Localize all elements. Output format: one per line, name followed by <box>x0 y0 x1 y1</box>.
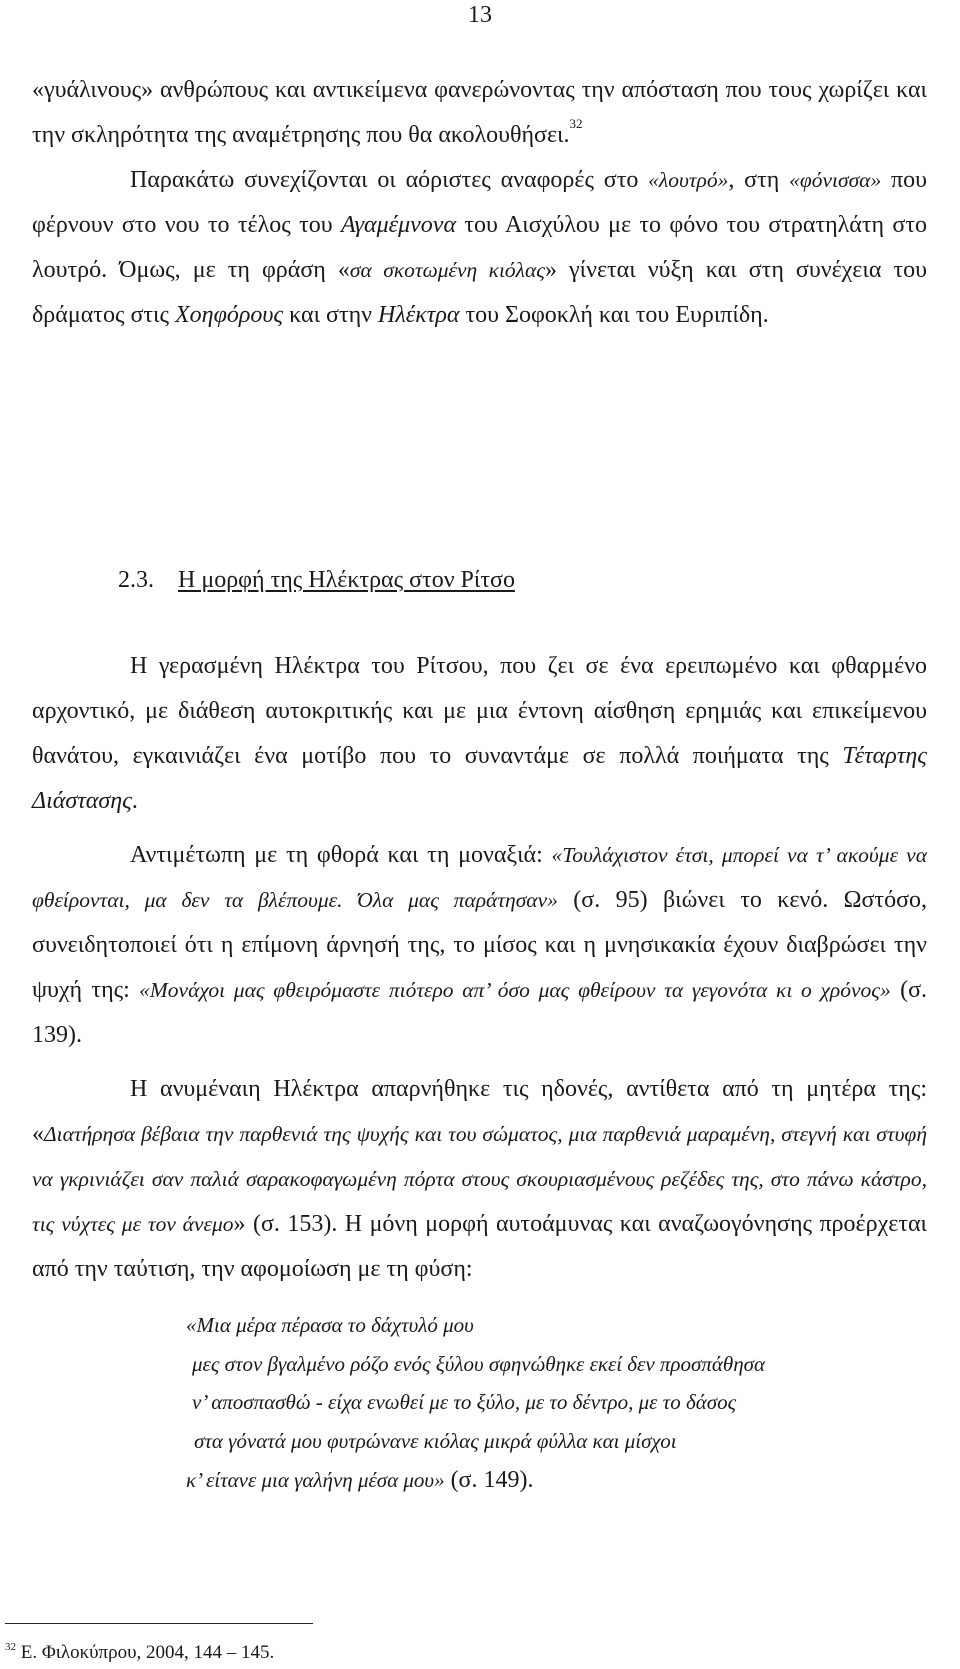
intro-text <box>32 68 927 338</box>
paragraph-text: Η ανυμέναιη Ηλέκτρα απαρνήθηκε τις ηδονές, αντίθετα από τη μητέρα της: « <box>32 1076 927 1147</box>
paragraph-text: (σ. 139). <box>32 977 928 1048</box>
paragraph-text: » (σ. 153). Η μόνη μορφή αυτοάμυνας και αναζωογόνησης προέρχεται από την ταύτιση, την αφομοίωση με τη φύση: <box>32 1211 927 1282</box>
work-title: Χοηφόρους <box>175 302 284 328</box>
paragraph-virginity <box>32 1067 927 1292</box>
poem-line: «Μια μέρα πέρασα το δάχτυλό μου <box>186 1313 474 1337</box>
poem-line: στα γόνατά μου φυτρώνανε κιόλας μικρά φύλλα και μίσχοι <box>194 1429 677 1454</box>
section-title: Η μορφή της Ηλέκτρας στον Ρίτσο <box>178 567 515 593</box>
paragraph-text: που φέρνουν στο νου το τέλος του <box>32 167 928 238</box>
poem-quote <box>186 1306 765 1500</box>
page-number: 13 <box>468 2 492 28</box>
paragraph-text: του Σοφοκλή και του Ευριπίδη. <box>459 302 769 328</box>
footnote-text: Ε. Φιλοκύπρου, 2004, 144 – 145. <box>16 1642 275 1663</box>
poem-line: μες στον βγαλμένο ρόζο ενός ξύλου σφηνώθηκε εκεί δεν προσπάθησα <box>192 1351 766 1376</box>
quote: «Τουλάχιστον έτσι, μπορεί να τ’ ακούμε να φθείρονται, μα δεν τα βλέπουμε. Όλα μας παράτησαν» <box>32 843 927 912</box>
paragraph-introduction <box>32 644 927 824</box>
paragraph-references <box>32 158 927 338</box>
paragraph-text: Παρακάτω συνεχίζονται οι αόριστες αναφορές στο <box>130 167 649 193</box>
paragraph-text: του Αισχύλου με το φόνο του στρατηλάτη στο λουτρό. Όμως, με τη φράση « <box>32 212 928 283</box>
quote: Διατήρησα βέβαια την παρθενιά της ψυχής και του σώματος, μια παρθενιά μαραμένη, στεγνή και στυφή να γκρινιάζει σαν παλιά σαρακοφαγωμένη πόρτα στους σκουριασμένους ρεζέδες της, στο πάνω κάστρο, τις νύχτες με τον άνεμο <box>32 1122 927 1236</box>
footnote <box>5 1633 274 1667</box>
paragraph-text: (σ. 95) βιώνει το κενό. Ωστόσο, συνειδητοποιεί ότι η επίμονη άρνησή της, το μίσος και η μνησικακία έχουν διαβρώσει την ψυχή της: <box>32 887 928 1003</box>
work-title: Τέταρτης Διάστασης <box>32 743 927 814</box>
poem-line: ν’ αποσπασθώ - είχα ενωθεί με το ξύλο, με το δέντρο, με το δάσος <box>192 1390 737 1415</box>
section-heading <box>118 560 515 600</box>
paragraph-text: , στη <box>728 167 790 193</box>
section-number: 2.3. <box>118 567 154 593</box>
paragraph-text: Η γερασμένη Ηλέκτρα του Ρίτσου, που ζει σε ένα ερειπωμένο και φθαρμένο αρχοντικό, με διάθεση αυτοκριτικής και με μια έντονη αίσθηση ερημιάς και επικείμενου θανάτου, εγκαινιάζει ένα μοτίβο που το συναντάμε σε πολλά ποιήματα της <box>32 653 927 769</box>
footnote-reference[interactable]: 32 <box>569 116 583 131</box>
poem-line: κ’ είτανε μια γαλήνη μέσα μου» <box>186 1467 445 1492</box>
paragraph-continuation <box>32 68 927 158</box>
paragraph-text: Αντιμέτωπη με τη φθορά και τη μοναξιά: <box>130 842 552 868</box>
quote: «Μονάχοι μας φθειρόμαστε πιότερο απ’ όσο μας φθείρουν τα γεγονότα κι ο χρόνος» <box>139 978 891 1002</box>
paragraph-text: «γυάλινους» ανθρώπους και αντικείμενα φανερώνοντας την απόσταση που τους χωρίζει και την σκληρότητα της αναμέτρησης που θα ακολουθήσει. <box>32 77 927 148</box>
paragraph-loneliness <box>32 833 927 1058</box>
poem-citation: (σ. 149). <box>444 1466 534 1493</box>
quote: σα σκοτωμένη κιόλας <box>349 258 545 282</box>
paragraph-text: και στην <box>283 302 379 328</box>
paragraph-text: » γίνεται νύξη και στη συνέχεια του δράματος στις <box>32 257 927 328</box>
work-title: Αγαμέμνονα <box>340 212 457 238</box>
work-title: Ηλέκτρα <box>378 302 460 328</box>
section-body <box>32 644 927 1292</box>
quote: «λουτρό» <box>648 168 729 192</box>
footnote-mark: 32 <box>5 1641 16 1653</box>
quote: «φόνισσα» <box>789 168 882 192</box>
footnote-divider <box>5 1623 313 1624</box>
paragraph-text: . <box>131 788 138 814</box>
